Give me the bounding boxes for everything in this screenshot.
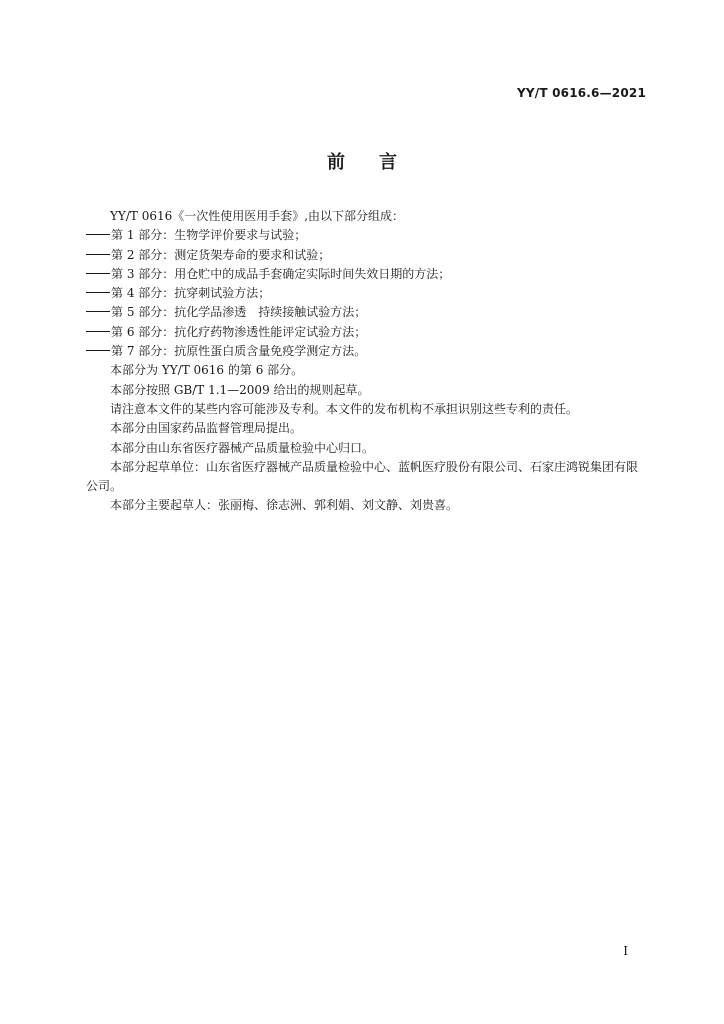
dash-mark [86, 292, 110, 293]
part-list-item [86, 342, 642, 361]
part-list-item [86, 265, 642, 284]
dash-mark [86, 254, 110, 255]
part-label: 第 3 部分：用仓贮中的成品手套确定实际时间失效日期的方法； [111, 266, 451, 281]
body-paragraph: 本部分为 YY/T 0616 的第 6 部分。 [110, 363, 304, 378]
body-paragraph: 本部分按照 GB/T 1.1—2009 给出的规则起草。 [110, 382, 370, 397]
page-number: I [623, 944, 628, 958]
document-code: YY/T 0616.6—2021 [516, 86, 646, 100]
dash-mark [86, 273, 110, 274]
part-label: 第 2 部分：测定货架寿命的要求和试验； [111, 247, 331, 262]
part-list-item [86, 303, 642, 322]
part-list-item [86, 284, 642, 303]
part-list-item [86, 246, 642, 265]
dash-mark [86, 311, 110, 312]
intro-paragraph: YY/T 0616《一次性使用医用手套》,由以下部分组成： [110, 209, 405, 223]
part-label: 第 6 部分：抗化疗药物渗透性能评定试验方法； [111, 324, 367, 339]
body-paragraph: 本部分由山东省医疗器械产品质量检验中心归口。 [110, 440, 375, 455]
part-label: 第 5 部分：抗化学品渗透 持续接触试验方法； [111, 305, 367, 320]
foreword-body [86, 207, 642, 516]
dash-mark [86, 350, 110, 351]
dash-mark [86, 234, 110, 235]
page-title: 前言 [327, 152, 431, 173]
drafters: 本部分主要起草人：张丽梅、徐志洲、郭利娟、刘文静、刘贵喜。 [110, 498, 459, 513]
part-label: 第 1 部分：生物学评价要求与试验； [111, 228, 307, 243]
part-label: 第 4 部分：抗穿刺试验方法； [111, 286, 271, 301]
dash-mark [86, 331, 110, 332]
patent-notice: 请注意本文件的某些内容可能涉及专利。本文件的发布机构不承担识别这些专利的责任。 [110, 401, 579, 416]
part-label: 第 7 部分：抗原性蛋白质含量免疫学测定方法。 [111, 344, 367, 359]
body-paragraph: 本部分由国家药品监督管理局提出。 [110, 421, 303, 436]
part-list-item [86, 226, 642, 245]
part-list-item [86, 323, 642, 342]
drafting-units: 本部分起草单位：山东省医疗器械产品质量检验中心、蓝帆医疗股份有限公司、石家庄鸿锐集团有限公司。 [86, 459, 639, 494]
